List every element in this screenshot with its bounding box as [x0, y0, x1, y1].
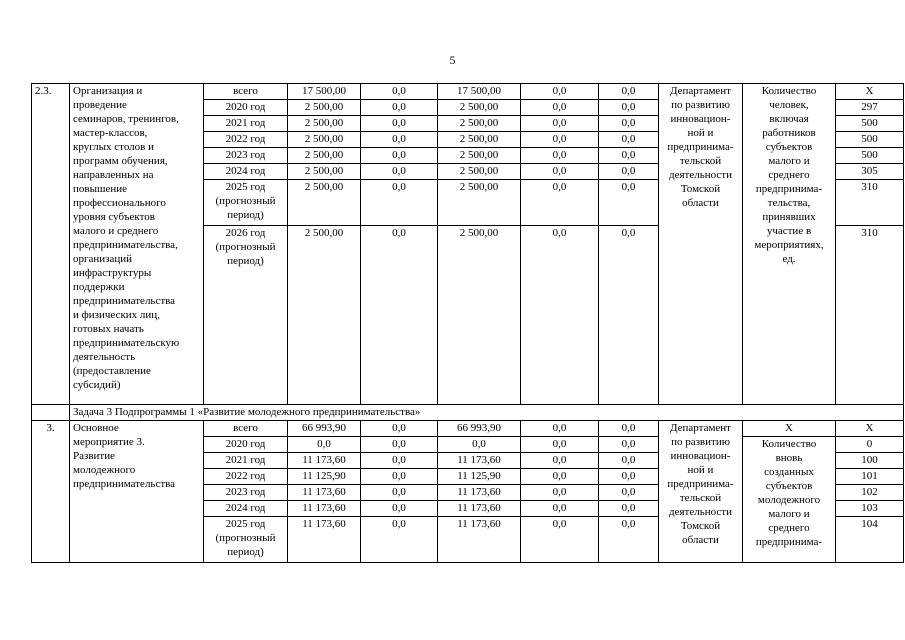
value-local: 0,0 — [521, 517, 599, 563]
value-regional: 2 500,00 — [438, 148, 521, 164]
value-total: 11 125,90 — [288, 469, 361, 485]
period-cell — [204, 180, 288, 226]
text-line: всего — [233, 422, 258, 434]
value-total: 2 500,00 — [288, 148, 361, 164]
period-cell — [204, 501, 288, 517]
text-line: предпринимательства — [73, 478, 176, 490]
value-local: 0,0 — [521, 132, 599, 148]
text-line: мероприятиях, — [754, 239, 824, 251]
text-line: инфраструктуры — [73, 267, 152, 279]
value-other: 0,0 — [599, 180, 659, 226]
text-line: 2024 год — [225, 502, 266, 514]
period-cell — [204, 226, 288, 405]
indicator-value: 500 — [836, 116, 904, 132]
value-federal: 0,0 — [361, 132, 438, 148]
text-line: 2024 год — [225, 165, 266, 177]
measure-name — [70, 84, 204, 405]
period-cell — [204, 132, 288, 148]
text-line: по развитию — [671, 99, 730, 111]
value-local: 0,0 — [521, 164, 599, 180]
value-regional: 2 500,00 — [438, 116, 521, 132]
text-line: период) — [227, 209, 264, 221]
value-local: 0,0 — [521, 453, 599, 469]
text-line: тельства, — [767, 197, 811, 209]
table-row — [32, 84, 904, 100]
text-line: молодежного — [73, 464, 136, 476]
text-line: 2026 год — [225, 227, 266, 239]
value-federal: 0,0 — [361, 485, 438, 501]
value-federal: 0,0 — [361, 517, 438, 563]
text-line: готовых начать — [73, 323, 144, 335]
text-line: Развитие — [73, 450, 116, 462]
text-line: период) — [227, 546, 264, 558]
period-cell — [204, 100, 288, 116]
text-line: 2022 год — [225, 470, 266, 482]
text-line: и физических лиц, — [73, 309, 160, 321]
text-line: мероприятие 3. — [73, 436, 145, 448]
table-row — [32, 421, 904, 437]
value-total: 66 993,90 — [288, 421, 361, 437]
text-line: малого и среднего — [73, 225, 159, 237]
text-line: деятельность — [73, 351, 136, 363]
text-line: всего — [233, 85, 258, 97]
text-line: период) — [227, 255, 264, 267]
text-line: Департамент — [669, 422, 731, 434]
value-federal: 0,0 — [361, 84, 438, 100]
text-line: Количество — [761, 438, 817, 450]
period-cell — [204, 453, 288, 469]
value-local: 0,0 — [521, 100, 599, 116]
value-other: 0,0 — [599, 469, 659, 485]
text-line: субъектов — [765, 141, 813, 153]
value-other: 0,0 — [599, 437, 659, 453]
indicator-name — [743, 84, 836, 405]
text-line: субсидий) — [73, 379, 121, 391]
value-regional: 2 500,00 — [438, 132, 521, 148]
value-total: 2 500,00 — [288, 100, 361, 116]
text-line: субъектов — [765, 480, 813, 492]
text-line: поддержки — [73, 281, 125, 293]
text-line: Организация и — [73, 85, 143, 97]
indicator-value: 500 — [836, 148, 904, 164]
indicator-value: 305 — [836, 164, 904, 180]
text-line: тельской — [679, 492, 722, 504]
value-federal: 0,0 — [361, 180, 438, 226]
text-line: инновацион- — [670, 113, 731, 125]
text-line: включая — [769, 113, 809, 125]
indicator-value: 310 — [836, 226, 904, 405]
indicator-value: 104 — [836, 517, 904, 563]
value-federal: 0,0 — [361, 226, 438, 405]
period-cell — [204, 84, 288, 100]
value-regional: 11 173,60 — [438, 453, 521, 469]
text-line: деятельности — [669, 506, 732, 518]
indicator-name — [743, 437, 836, 563]
text-line: 2021 год — [225, 454, 266, 466]
indicator-value: 100 — [836, 453, 904, 469]
value-local: 0,0 — [521, 148, 599, 164]
text-line: организаций — [73, 253, 133, 265]
text-line: предпринима- — [667, 141, 734, 153]
value-total: 17 500,00 — [288, 84, 361, 100]
value-local: 0,0 — [521, 116, 599, 132]
text-line: проведение — [73, 99, 127, 111]
text-line: повышение — [73, 183, 127, 195]
text-line: профессионального — [73, 197, 166, 209]
value-local: 0,0 — [521, 469, 599, 485]
text-line: созданных — [764, 466, 814, 478]
text-line: (прогнозный — [215, 241, 276, 253]
indicator-value: 102 — [836, 485, 904, 501]
value-other: 0,0 — [599, 501, 659, 517]
value-regional: 11 125,90 — [438, 469, 521, 485]
text-line: мастер-классов, — [73, 127, 148, 139]
text-line: вновь — [775, 452, 803, 464]
value-regional: 2 500,00 — [438, 100, 521, 116]
text-line: малого и — [768, 155, 810, 167]
measure-name — [70, 421, 204, 563]
text-line: ной и — [687, 464, 714, 476]
text-line: уровня субъектов — [73, 211, 155, 223]
text-line: предпринимательскую — [73, 337, 180, 349]
text-line: принявших — [762, 211, 816, 223]
period-cell — [204, 421, 288, 437]
value-local: 0,0 — [521, 84, 599, 100]
text-line: Департамент — [669, 85, 731, 97]
value-federal: 0,0 — [361, 501, 438, 517]
text-line: человек, — [769, 99, 809, 111]
period-cell — [204, 517, 288, 563]
text-line: 2020 год — [225, 101, 266, 113]
period-cell — [204, 164, 288, 180]
text-line: предпринима- — [755, 536, 823, 548]
value-federal: 0,0 — [361, 469, 438, 485]
value-other: 0,0 — [599, 485, 659, 501]
value-other: 0,0 — [599, 132, 659, 148]
value-federal: 0,0 — [361, 116, 438, 132]
text-line: инновацион- — [670, 450, 731, 462]
value-total: 2 500,00 — [288, 164, 361, 180]
row-number: 3. — [32, 421, 70, 563]
text-line: 2022 год — [225, 133, 266, 145]
value-local: 0,0 — [521, 437, 599, 453]
value-total: 11 173,60 — [288, 485, 361, 501]
value-regional: 11 173,60 — [438, 517, 521, 563]
value-regional: 66 993,90 — [438, 421, 521, 437]
text-line: программ обучения, — [73, 155, 168, 167]
text-line: предпринима- — [667, 478, 734, 490]
task-row — [32, 405, 904, 421]
value-federal: 0,0 — [361, 148, 438, 164]
text-line: ед. — [782, 253, 796, 265]
value-total: 2 500,00 — [288, 116, 361, 132]
program-table — [31, 83, 904, 563]
value-other: 0,0 — [599, 421, 659, 437]
value-other: 0,0 — [599, 84, 659, 100]
page-number: 5 — [449, 53, 456, 67]
value-federal: 0,0 — [361, 437, 438, 453]
text-line: участие в — [766, 225, 812, 237]
text-line: 2025 год — [225, 181, 266, 193]
value-total: 11 173,60 — [288, 501, 361, 517]
value-total: 2 500,00 — [288, 180, 361, 226]
text-line: круглых столов и — [73, 141, 155, 153]
value-total: 11 173,60 — [288, 517, 361, 563]
value-total: 2 500,00 — [288, 226, 361, 405]
value-other: 0,0 — [599, 164, 659, 180]
text-line: (прогнозный — [215, 195, 276, 207]
text-line: предпринимательства — [73, 295, 176, 307]
value-other: 0,0 — [599, 148, 659, 164]
text-line: области — [682, 534, 719, 546]
value-other: 0,0 — [599, 226, 659, 405]
text-line: 2020 год — [225, 438, 266, 450]
period-cell — [204, 437, 288, 453]
indicator-name-header: Х — [743, 421, 836, 437]
text-line: предпринимательства, — [73, 239, 178, 251]
indicator-value: Х — [836, 84, 904, 100]
executor-cell — [659, 84, 743, 405]
text-line: семинаров, тренингов, — [73, 113, 179, 125]
period-cell — [204, 485, 288, 501]
text-line: 2023 год — [225, 486, 266, 498]
indicator-value: 0 — [836, 437, 904, 453]
value-other: 0,0 — [599, 116, 659, 132]
text-line: деятельности — [669, 169, 732, 181]
value-regional: 0,0 — [438, 437, 521, 453]
indicator-value: 103 — [836, 501, 904, 517]
value-federal: 0,0 — [361, 453, 438, 469]
text-line: (предоставление — [73, 365, 151, 377]
value-total: 0,0 — [288, 437, 361, 453]
indicator-value: 101 — [836, 469, 904, 485]
value-federal: 0,0 — [361, 164, 438, 180]
value-regional: 17 500,00 — [438, 84, 521, 100]
text-line: среднего — [768, 522, 810, 534]
value-total: 2 500,00 — [288, 132, 361, 148]
value-local: 0,0 — [521, 421, 599, 437]
value-regional: 2 500,00 — [438, 164, 521, 180]
value-local: 0,0 — [521, 226, 599, 405]
value-federal: 0,0 — [361, 100, 438, 116]
value-other: 0,0 — [599, 517, 659, 563]
value-local: 0,0 — [521, 501, 599, 517]
text-line: среднего — [768, 169, 810, 181]
text-line: 2023 год — [225, 149, 266, 161]
value-regional: 11 173,60 — [438, 485, 521, 501]
indicator-value: 500 — [836, 132, 904, 148]
period-cell — [204, 116, 288, 132]
value-regional: 2 500,00 — [438, 180, 521, 226]
text-line: направленных на — [73, 169, 154, 181]
text-line: по развитию — [671, 436, 730, 448]
value-federal: 0,0 — [361, 421, 438, 437]
text-line: малого и — [768, 508, 810, 520]
text-line: Основное — [73, 422, 119, 434]
value-regional: 11 173,60 — [438, 501, 521, 517]
text-line: 2021 год — [225, 117, 266, 129]
text-line: ной и — [687, 127, 714, 139]
text-line: Количество — [761, 85, 817, 97]
period-cell — [204, 148, 288, 164]
text-line: (прогнозный — [215, 532, 276, 544]
text-line: работников — [762, 127, 816, 139]
value-regional: 2 500,00 — [438, 226, 521, 405]
value-local: 0,0 — [521, 485, 599, 501]
task-title: Задача 3 Подпрограммы 1 «Развитие молодежного предпринимательства» — [70, 405, 904, 421]
text-line: тельской — [679, 155, 722, 167]
indicator-value: Х — [836, 421, 904, 437]
indicator-value: 297 — [836, 100, 904, 116]
indicator-value: 310 — [836, 180, 904, 226]
row-number: 2.3. — [32, 84, 70, 405]
text-line: молодежного — [757, 494, 821, 506]
text-line: Томской — [680, 183, 721, 195]
executor-cell — [659, 421, 743, 563]
text-line: области — [682, 197, 719, 209]
period-cell — [204, 469, 288, 485]
value-other: 0,0 — [599, 100, 659, 116]
text-line: 2025 год — [225, 518, 266, 530]
value-other: 0,0 — [599, 453, 659, 469]
value-total: 11 173,60 — [288, 453, 361, 469]
value-local: 0,0 — [521, 180, 599, 226]
text-line: предпринима- — [755, 183, 823, 195]
text-line: Томской — [680, 520, 721, 532]
